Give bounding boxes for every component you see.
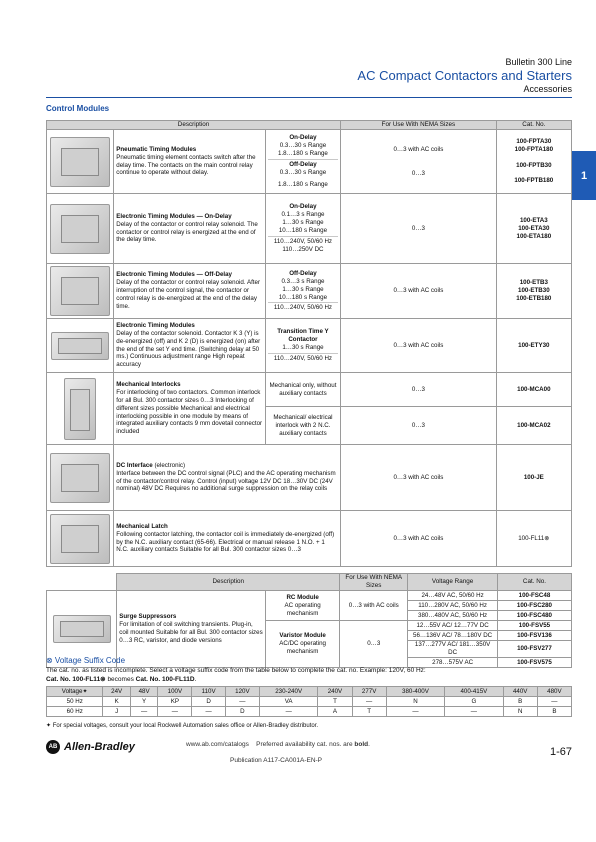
row-title: Electronic Timing Modules [116,321,195,329]
header-cat: Cat. No. [497,574,571,591]
electronic-timer-off-image [50,266,110,316]
suffix-code: D [192,697,225,707]
description-cell [114,319,266,373]
voltage-header-cell: 240V [318,687,352,697]
product-image-cell [47,511,114,567]
table-row [47,319,572,373]
table-row [47,194,572,264]
header-cat: Cat. No. [496,121,571,130]
header-nema: For Use With NEMA Sizes [340,574,408,591]
description-cell [114,445,341,511]
range-cell [265,319,340,373]
suffix-code: K [103,697,130,707]
table-row [47,373,572,407]
nema-cell: 0…3 with AC coils [341,264,497,319]
varistor-module-text: AC/DC operating mechanism [279,640,326,655]
voltage-suffix-text [46,666,426,684]
suffix-code: — [158,707,192,717]
row-text: For interlocking of two contactors. Common interlock for all Bul. 300 contactor sizes 0…3 Interlocking of different sizes possible Mechanical and electrical interlocking possible in one module by means of integrated auxiliary contacts 9 mm dovetail connector included [116,388,263,436]
header-description: Description [47,121,341,130]
off-delay-label: Off-Delay [289,161,317,169]
allen-bradley-mark-icon: AB [46,740,60,754]
range-text: 1…30 s Range [282,344,324,352]
bold-word: bold [354,741,369,748]
range-cell [265,130,340,194]
range-text: 10…180 s Range [278,227,328,235]
suffix-code: N [386,697,444,707]
row-text: For limitation of coil switching transients. Plug-in, coil mounted Suitable for all Bul. 300 contactor sizes 0…3 RC, varistor, and diode versions [119,621,263,644]
voltage-text: 110…250V DC [282,245,324,253]
row-title: Electronic Timing Modules — On-Delay [116,212,232,220]
voltage-header-cell: 480V [537,687,571,697]
pneumatic-module-image [50,137,110,187]
suffix-code: J [103,707,130,717]
range-cell [265,194,340,264]
header-nema: For Use With NEMA Sizes [341,121,497,130]
voltage-header-cell: 48V [130,687,157,697]
table-header-row [47,574,572,591]
row-title: Pneumatic Timing Modules [116,145,197,153]
cat-number: 100-FPTA30 [516,137,552,145]
row-text: Delay of the contactor solenoid. Contactor K 3 (Y) is de-energized (off) and K 2 (D) is energized (on) after the end of the set Y end time. (Switching delay at 50 ms.) Continuous adjustment range High repeat accuracy [116,329,261,369]
rc-module-cell [266,591,340,621]
voltage-header-cell: 100V [158,687,192,697]
description-cell [114,373,266,445]
rc-module-text: AC operating mechanism [284,601,321,617]
cat-number: 100-ETB3 [519,279,548,287]
range-cell [265,264,340,319]
voltage-text: 110…240V, 50/60 Hz [273,304,333,312]
catalog-url-link[interactable]: www.ab.com/catalogs [186,741,249,748]
transition-timer-image [51,332,109,360]
range-text: 0.3…30 s Range [279,142,327,150]
voltage-range: 110…280V AC, 50/60 Hz [408,601,498,611]
cat-number: 100-FSC480 [497,611,571,621]
suffix-code: A [318,707,352,717]
cat-cell [496,130,571,194]
table-row [47,445,572,511]
voltage-header-cell: 230-240V [259,687,317,697]
range-text: 1.8…180 s Range [278,180,328,188]
example-cat-in: Cat. No. 100-FL11⊗ [46,676,106,684]
table-row [47,130,572,194]
voltage-suffix-table [46,686,572,717]
suffix-code: D [225,707,259,717]
description-cell [117,591,266,668]
voltage-range: 12…55V AC/ 12…77V DC [408,621,498,631]
cat-number: 100-FPTA180 [514,145,554,153]
range-cell: Mechanical/ electrical interlock with 2 N.C. auxiliary contacts [265,407,340,445]
example-period: . [194,676,197,684]
varistor-module-cell [266,621,340,668]
table-row [47,697,572,707]
voltage-text: 110…240V, 50/60 Hz [273,354,333,362]
product-image-cell [47,194,114,264]
surge-suppressor-image [53,615,111,643]
cat-number: 100-ETA30 [518,224,550,232]
publication-number: Publication A117-CA001A-EN-P [230,757,323,764]
suffix-code: — [259,707,317,717]
nema-cell: 0…3 with AC coils [341,319,497,373]
cat-number: 100-JE [496,445,571,511]
electronic-timer-on-image [50,204,110,254]
brand-name: Allen-Bradley [64,741,135,753]
cat-number: 100-FPTB30 [516,161,552,169]
on-delay-label: On-Delay [289,203,317,211]
range-text: 1…30 s Range [282,219,324,227]
suffix-code: VA [259,697,317,707]
surge-suppressor-table [46,573,572,668]
frequency-label: 60 Hz [47,707,103,717]
voltage-header-cell: 120V [225,687,259,697]
row-title: Mechanical Latch [116,522,168,530]
example-cat-out: Cat. No. 100-FL11D [135,676,195,684]
voltage-header-cell: 380-400V [386,687,444,697]
range-text: 1…30 s Range [282,285,324,293]
header-description: Description [117,574,340,591]
cat-number: 100-FSC48 [497,591,571,601]
voltage-header-cell: 277V [352,687,386,697]
voltage-suffix-title: ⊗ Voltage Suffix Code [46,656,126,665]
interlock-image [64,378,96,440]
brand-logo[interactable] [46,740,135,754]
preferred-note: Preferred availability cat. nos. are [256,741,353,748]
nema-cell: 0…3 [341,407,497,445]
suffix-code: — [130,707,157,717]
transition-label: Transition Time Y Contactor [277,328,329,344]
suffix-code: T [318,697,352,707]
varistor-module-label: Varistor Module [279,632,326,640]
header-voltage-range: Voltage Range [408,574,498,591]
dc-interface-image [50,453,110,503]
product-image-cell [47,319,114,373]
table-row [47,264,572,319]
suffix-code: — [537,697,571,707]
cat-number: 100-MCA00 [496,373,571,407]
on-delay-label: On-Delay [289,134,317,142]
cat-number: 100-ETA180 [516,232,552,240]
nema-cell: 0…3 with AC coils [340,591,408,621]
off-delay-label: Off-Delay [289,269,317,277]
nema-cell: 0…3 [340,621,408,668]
cat-number: 100-FL11⊗ [496,511,571,567]
voltage-header-cell: Voltage✦ [47,687,103,697]
voltage-range: 24…48V AC, 50/60 Hz [408,591,498,601]
section-title: Control Modules [46,104,110,113]
table-row [47,591,572,601]
cat-number: 100-ETA3 [519,216,548,224]
nema-cell: 0…3 [341,194,497,264]
suffix-code: T [352,707,386,717]
suffix-code: B [503,697,537,707]
cat-number: 100-ETB180 [516,295,552,303]
cat-number: 100-FSV575 [497,657,571,667]
bulletin-label: Bulletin 300 Line [505,57,572,67]
cat-number: 100-ETY30 [496,319,571,373]
row-title: DC Interface [116,461,153,469]
page-number: 1-67 [549,746,572,758]
row-title-note: (electronic) [154,461,186,469]
frequency-label: 50 Hz [47,697,103,707]
nema-cell: 0…3 [341,373,497,407]
footer-links: www.ab.com/catalogs Preferred availability cat. nos. are bold. [186,741,370,748]
suffix-code: — [386,707,444,717]
table-row [47,707,572,717]
cat-number: 100-MCA02 [496,407,571,445]
range-text: 0.3…3 s Range [281,277,325,285]
range-text: 10…180 s Range [278,293,328,301]
product-image-cell [47,130,114,194]
description-cell [114,130,266,194]
suffix-code: — [225,697,259,707]
voltage-header-cell: 110V [192,687,225,697]
range-text: 0.3…30 s Range [279,168,327,176]
voltage-range: 380…480V AC, 50/60 Hz [408,611,498,621]
row-title: Mechanical Interlocks [116,380,181,388]
row-title: Electronic Timing Modules — Off-Delay [116,271,232,279]
product-image-cell [47,264,114,319]
cat-number: 100-ETB30 [518,287,550,295]
mechanical-latch-image [50,514,110,564]
control-modules-table [46,120,572,567]
voltage-range: 56…136V AC/ 78…180V DC [408,631,498,641]
chapter-tab[interactable]: 1 [572,151,596,200]
product-image-cell [47,445,114,511]
product-image-cell [47,373,114,445]
suffix-code: KP [158,697,192,707]
nema-text: 0…3 [411,169,425,177]
cat-number: 100-FSV136 [497,631,571,641]
rc-module-label: RC Module [286,593,319,601]
description-cell [114,264,266,319]
range-text: 1.8…180 s Range [278,150,328,158]
voltage-range: 137…277V AC/ 181…350V DC [408,641,498,658]
table-header-row [47,687,572,697]
suffix-code: Y [130,697,157,707]
voltage-text: 110…240V, 50/60 Hz [273,237,333,245]
suffix-code: G [445,697,503,707]
voltage-header-cell: 400-415V [445,687,503,697]
voltage-header-cell: 440V [503,687,537,697]
suffix-code: N [503,707,537,717]
cat-number: 100-FSV277 [497,641,571,658]
nema-cell [341,130,497,194]
nema-text: 0…3 with AC coils [393,145,444,153]
nema-cell: 0…3 with AC coils [341,511,497,567]
page-title: AC Compact Contactors and Starters [357,68,572,83]
example-joiner: becomes [105,676,136,684]
cat-cell [496,264,571,319]
header-rule [46,97,572,98]
row-text: Delay of the contactor or control relay solenoid. The contactor or control relay is energized at the end of the delay time. [116,220,258,244]
voltage-range: 278…575V AC [408,657,498,667]
row-text: Following contactor latching, the contactor coil is immediately de-energized (off) by the N.C. auxiliary contact (65-66). Electrical or manual release 1 N.O. + 1 N.C. auxiliary contacts Suitable for all Bul. 300 contactor sizes 0…3 [116,530,335,554]
suffix-code: — [192,707,225,717]
page-subtitle: Accessories [523,84,572,94]
suffix-code: — [445,707,503,717]
cat-number: 100-FSV55 [497,621,571,631]
row-title: Surge Suppressors [119,613,177,621]
table-row [47,511,572,567]
voltage-suffix-line: The cat. no. as listed is incomplete. Select a voltage suffix code from the table below to complete the cat. no. Example: 120V, 60 Hz: [46,667,426,674]
table-header-row [47,121,572,130]
cat-number: 100-FSC280 [497,601,571,611]
row-text: Pneumatic timing element contacts switch after the delay time. The contacts on the main control relay continue to operate without delay. [116,153,256,177]
range-cell: Mechanical only, without auxiliary contacts [265,373,340,407]
range-text: 0.1…3 s Range [281,211,325,219]
row-text: Interface between the DC control signal (PLC) and the AC operating mechanism of the contactor/control relay. Control (input) voltage 12V DC 18…30V DC (24V nominal) 48V DC Requires no additional surge suppression on the relay coils [116,469,336,493]
voltage-header-cell: 24V [103,687,130,697]
nema-cell: 0…3 with AC coils [341,445,497,511]
cat-number: 100-FPTB180 [514,177,554,185]
suffix-code: B [537,707,571,717]
row-text: Delay of the contactor or control relay solenoid. After interruption of the control signal, the contactor or control relay is de-energized at the end of the delay time. [116,279,261,310]
cat-cell [496,194,571,264]
footnote: ✦ For special voltages, consult your local Rockwell Automation sales office or Allen-Bradley distributor. [46,723,319,729]
description-cell [114,511,341,567]
suffix-code: — [352,697,386,707]
description-cell [114,194,266,264]
